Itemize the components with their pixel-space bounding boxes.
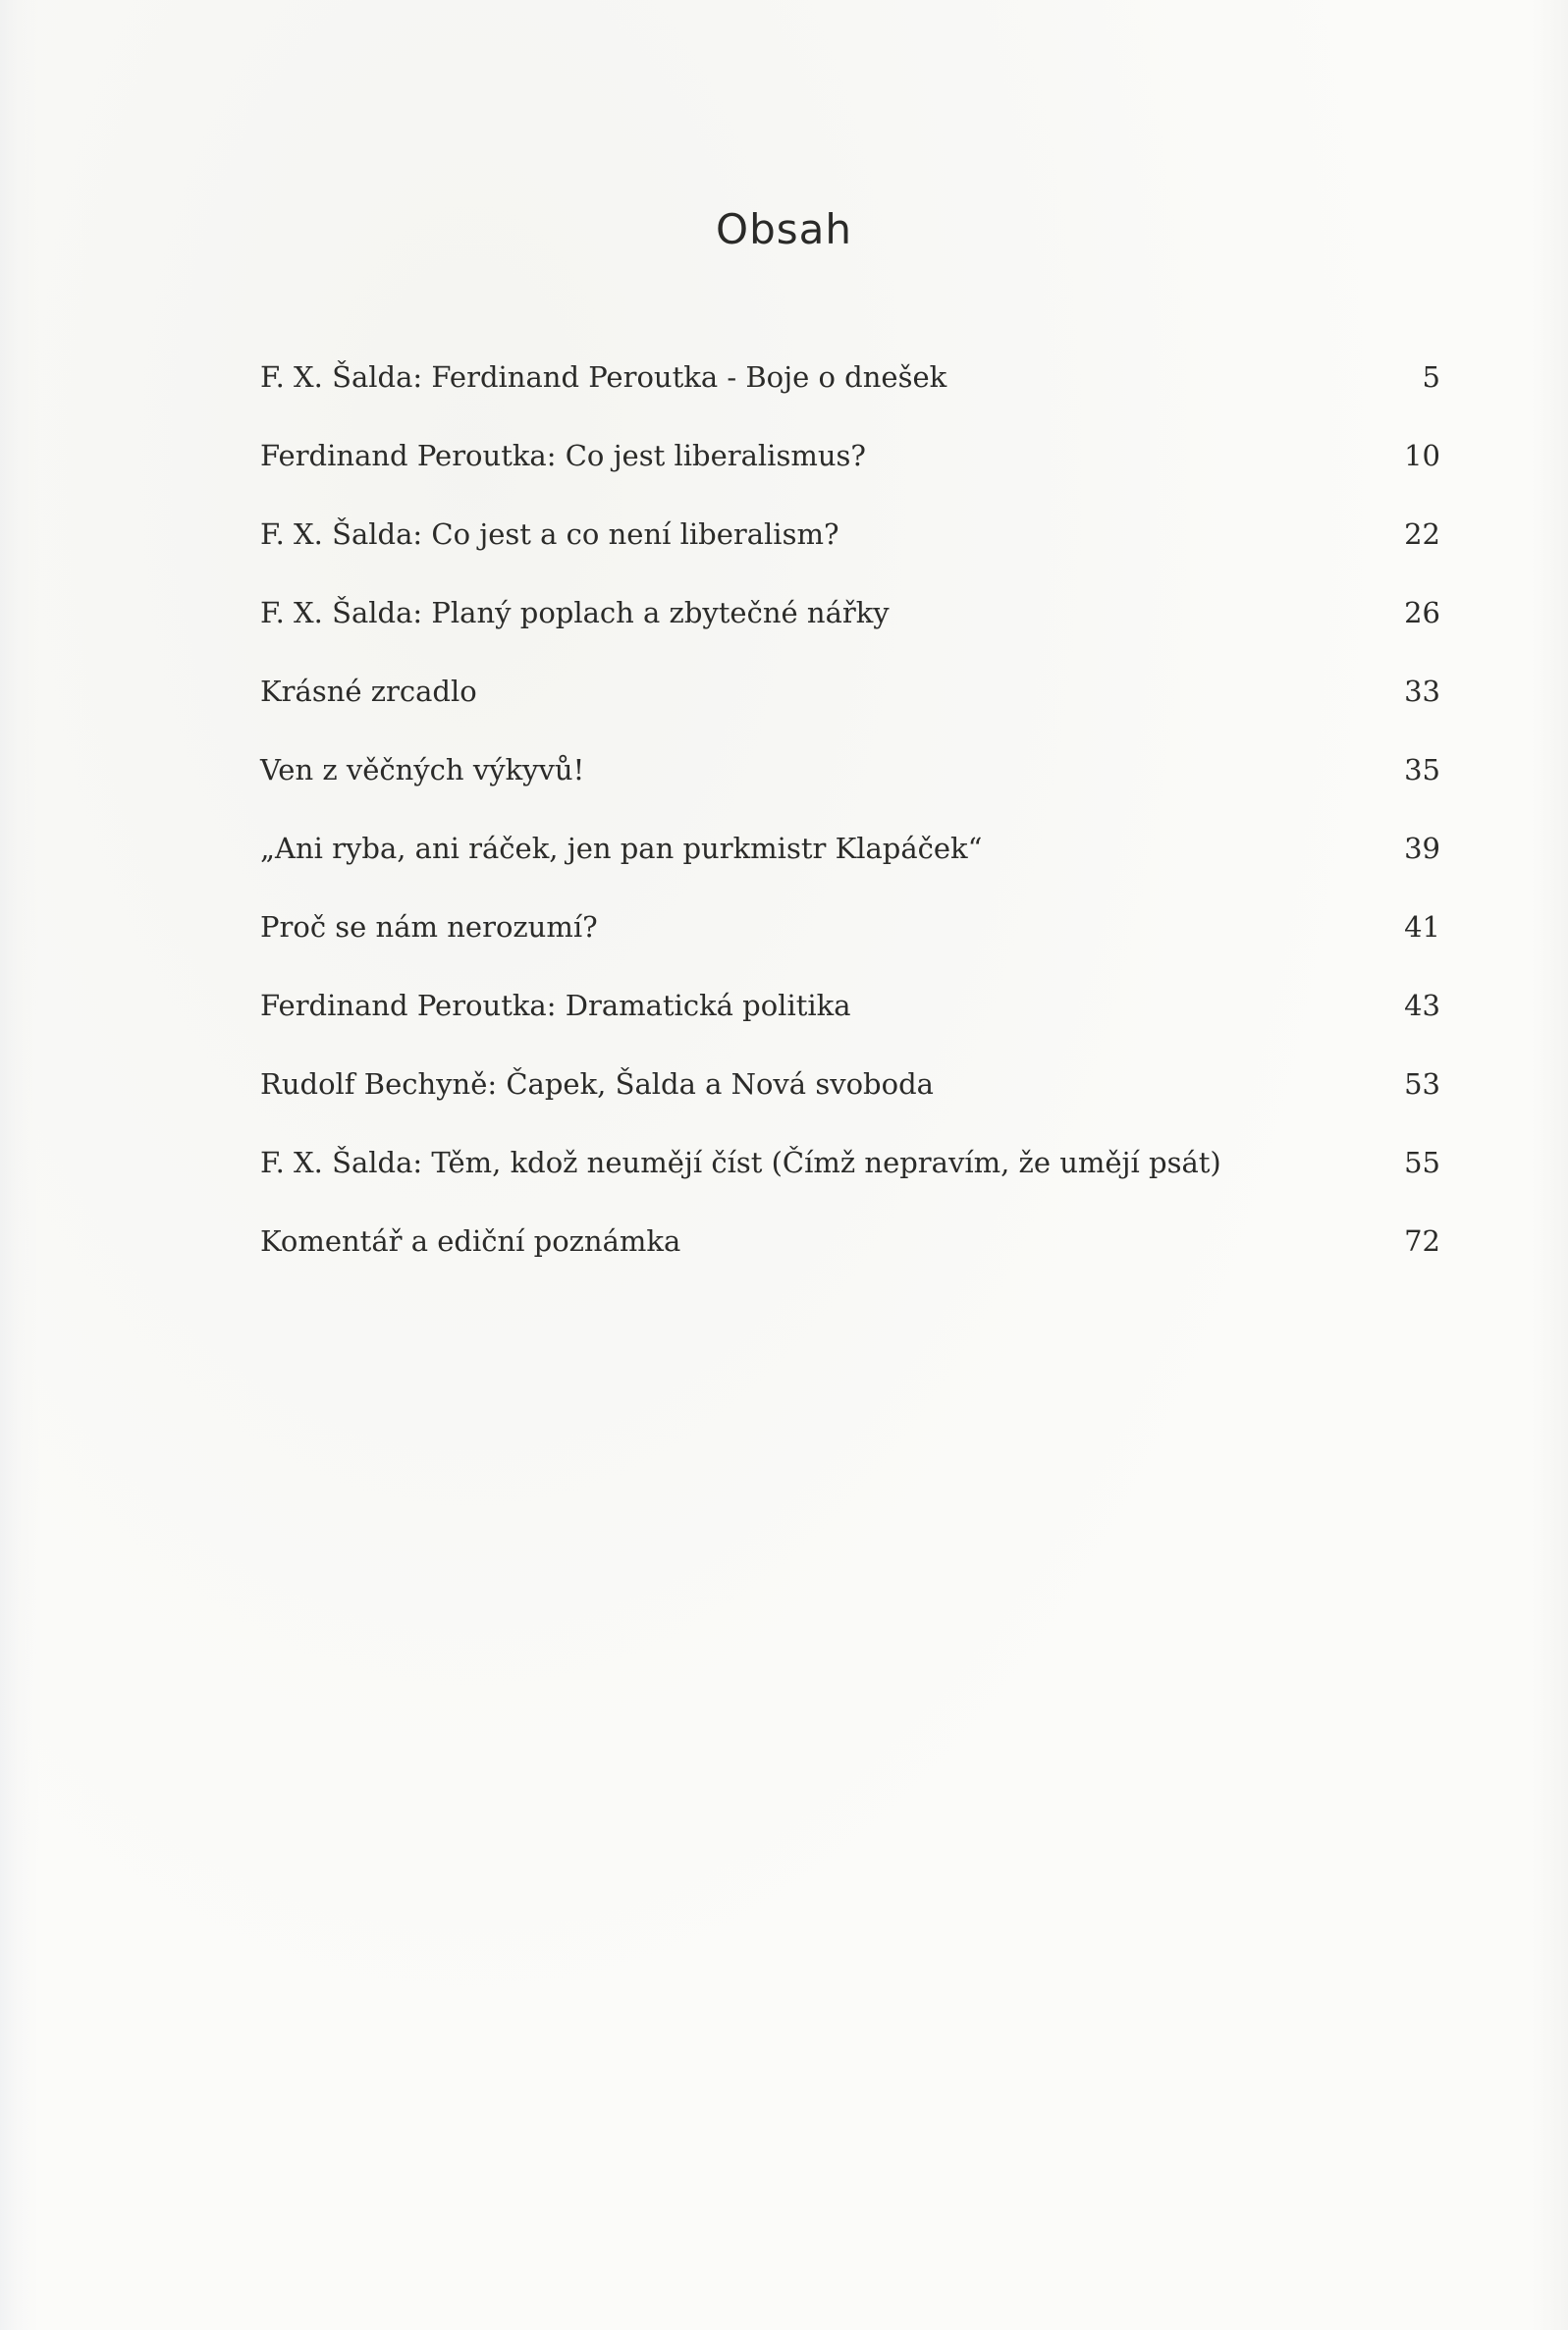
toc-entry (260, 1139, 1440, 1186)
toc-entry (260, 1218, 1440, 1265)
toc-entry-page: 10 (1404, 439, 1440, 472)
toc-entry (260, 353, 1440, 401)
toc-entry (260, 432, 1440, 479)
toc-entry (260, 746, 1440, 793)
toc-entry (260, 982, 1440, 1029)
toc-entry-page: 39 (1404, 832, 1440, 865)
toc-entry-title: F. X. Šalda: Ferdinand Peroutka - Boje o dnešek (260, 360, 947, 394)
page-title: Obsah (716, 205, 852, 253)
toc-entry (260, 1060, 1440, 1108)
toc-entry-page: 33 (1404, 675, 1440, 708)
toc-entry-page: 72 (1404, 1224, 1440, 1258)
toc-entry-page: 53 (1404, 1067, 1440, 1101)
toc-entry-page: 22 (1404, 517, 1440, 551)
toc-entry-page: 26 (1404, 596, 1440, 629)
toc-entry (260, 668, 1440, 715)
toc-entry-title: Komentář a ediční poznámka (260, 1224, 681, 1258)
toc-entry-page: 41 (1404, 910, 1440, 944)
toc-entry-page: 5 (1422, 360, 1440, 394)
toc-entry-title: Ferdinand Peroutka: Co jest liberalismus? (260, 439, 866, 472)
toc-entry (260, 511, 1440, 558)
toc-entry-page: 43 (1404, 989, 1440, 1022)
toc-entry-page: 55 (1404, 1146, 1440, 1179)
toc-entry-title: Ferdinand Peroutka: Dramatická politika (260, 989, 851, 1022)
toc-entry-title: „Ani ryba, ani ráček, jen pan purkmistr Klapáček“ (260, 832, 983, 865)
toc-entry-title: F. X. Šalda: Planý poplach a zbytečné nářky (260, 596, 890, 629)
toc-entry (260, 589, 1440, 636)
toc-entry-title: Rudolf Bechyně: Čapek, Šalda a Nová svoboda (260, 1067, 934, 1101)
toc-entry (260, 825, 1440, 872)
toc-entry-title: Proč se nám nerozumí? (260, 910, 598, 944)
toc-entry-title: F. X. Šalda: Co jest a co není liberalism? (260, 517, 839, 551)
toc-entry-title: Krásné zrcadlo (260, 675, 477, 708)
toc-entry-title: Ven z věčných výkyvů! (260, 753, 585, 786)
toc-entry (260, 903, 1440, 950)
toc-entry-title: F. X. Šalda: Těm, kdož neumějí číst (Čímž nepravím, že umějí psát) (260, 1146, 1221, 1179)
toc-entry-page: 35 (1404, 753, 1440, 786)
